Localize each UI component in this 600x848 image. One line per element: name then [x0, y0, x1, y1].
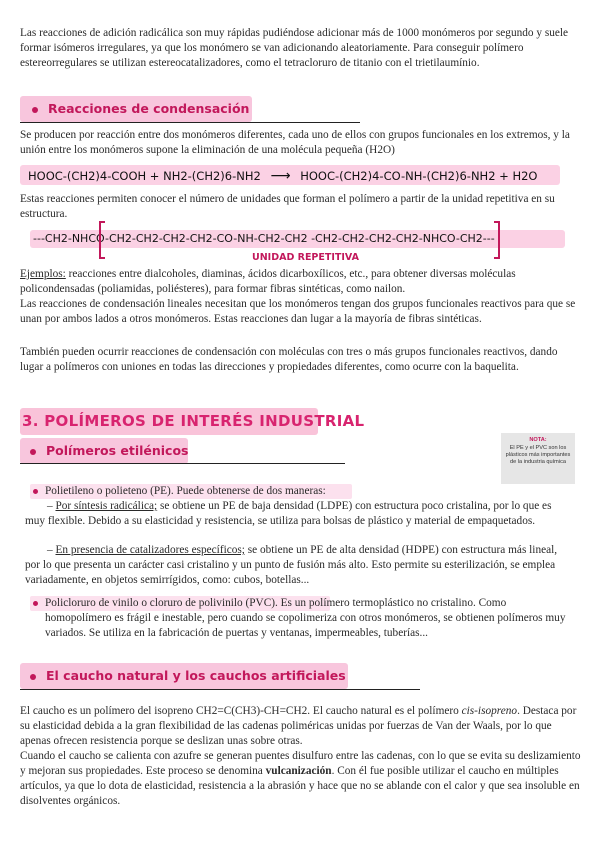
unit-label: UNIDAD REPETITIVA: [252, 252, 359, 263]
chain-start: ---CH2-NH: [33, 232, 89, 245]
condensacion-paragraph-4: También pueden ocurrir reacciones de condensación con moléculas con tres o más grupos funcionales reactivos, dando lugar a polímeros con uniones en todas las direcciones y propiedades diferentes, como ocurre con la baquelita.: [20, 346, 558, 373]
pe-bullet-icon: [33, 489, 38, 494]
pvc-bullet-icon: [33, 601, 38, 606]
caucho-underline: [20, 689, 420, 690]
pe-method-2: – En presencia de catalizadores específicos; se obtiene un PE de alta densidad (HDPE) con estructura más lineal, por lo que presenta un carácter casi cristalino y un punto de fusión más alto. Esto permite su esterilización, se emplea variadamente, en objetos semirrígidos, como: cubos, botellas...: [25, 544, 558, 586]
pe-method-1-text: se obtiene un PE de baja densidad (LDPE) con estructura poco cristalina, por lo que es muy flexible. Debido a su elasticidad y resistencia, se utiliza para bolsas de plástico y material de empaquetados.: [25, 500, 552, 527]
pe-intro: Polietileno o polieteno (PE). Puede obtenerse de dos maneras:: [45, 485, 326, 497]
pe-method-2-text: se obtiene un PE de alta densidad (HDPE) con estructura más lineal, por lo que presenta un carácter casi cristalino y un punto de fusión más alto. Esto permite su esterilización, se emplea variadamente, en objetos semirrígidos, como: cubos, botellas...: [25, 544, 558, 586]
cis-isopreno: cis-isopreno: [461, 705, 518, 717]
etilenicos-heading: Polímeros etilénicos: [30, 443, 189, 458]
bullet-icon: [32, 107, 38, 113]
etilenicos-underline: [20, 463, 345, 464]
reaction-equation: [28, 168, 537, 184]
equation-left: HOOC-(CH2)4-COOH + NH2-(CH2)6-NH2: [28, 169, 261, 183]
bullet-icon: [30, 674, 36, 680]
caucho-heading: El caucho natural y los cauchos artificiales: [30, 668, 346, 683]
note-box: [501, 433, 575, 484]
pvc-paragraph: Policloruro de vinilo o cloruro de polivinilo (PVC). Es un polímero termoplástico no cristalino. Como homopolímero es frágil e inestable, pero cuando se copolimeriza con otros monómeros, se obtienen polímeros muy variados. Se utiliza en la fabricación de puertas y ventanas, impermeables, tuberías...: [45, 597, 566, 639]
pe-method-1: – Por síntesis radicálica; se obtiene un PE de baja densidad (LDPE) con estructura poco cristalina, por lo que es muy flexible. Debido a su elasticidad y resistencia, se utiliza para bolsas de plástico y material de empaquetados.: [25, 500, 552, 527]
pe-method-2-label: En presencia de catalizadores específicos;: [55, 544, 245, 556]
condensacion-paragraph-3: Las reacciones de condensación lineales necesitan que los monómeros tengan dos grupos funcionales reactivos para que se unan por ambos lados a otros monómeros. Estas reacciones dan lugar a la mayoría de fibras sintéticas.: [20, 298, 576, 325]
intro-paragraph: Las reacciones de adición radicálica son muy rápidas pudiéndose adicionar más de 1000 monómeros por segundo y suele formar isómeros irregulares, ya que los monómero se van adicionando aleatoriamente. Para conseguir polímero estereorregulares se utilizan estereocatalizadores, como el tetracloruro de titanio con el trietilaumínio.: [20, 27, 569, 69]
bullet-icon: [30, 449, 36, 455]
caucho-paragraph-2: Cuando el caucho se calienta con azufre se generan puentes disulfuro entre las cadenas, con lo que se evita su deslizamiento y mejoran sus propiedades. Este proceso se denomina vulcanización. Con él fue posible utilizar el caucho en múltiples artículos, ya que lo dota de elasticidad, resistencia a la abrasión y hace que no se ablande con el calor y que sea insoluble en disolventes orgánicos.: [20, 750, 581, 807]
repeat-unit: CO-CH2-CH2-CH2-CH2-CO-NH-CH2-CH2 -CH2-CH2-CH2-CH2-NH: [88, 232, 440, 245]
equation-right: HOOC-(CH2)4-CO-NH-(CH2)6-NH2 + H2O: [300, 169, 538, 183]
condensacion-paragraph-2: Estas reacciones permiten conocer el número de unidades que forman el polímero a partir de la unidad repetitiva en su estructura.: [20, 193, 555, 220]
note-title: NOTA:: [529, 437, 547, 443]
section3-title: 3. POLÍMEROS DE INTERÉS INDUSTRIAL: [22, 412, 365, 430]
condensacion-underline: [20, 122, 360, 123]
vulcanizacion-term: vulcanización: [265, 764, 332, 777]
condensacion-paragraph-1: Se producen por reacción entre dos monómeros diferentes, cada uno de ellos con grupos funcionales en los extremos, y la unión entre los monómeros supone la eliminación de una molécula pequeña (H2O): [20, 129, 570, 156]
pe-method-1-label: Por síntesis radicálica;: [55, 500, 158, 512]
examples-text: reacciones entre dialcoholes, diaminas, ácidos dicarboxílicos, etc., para obtener diversas moléculas policondensadas (poliamidas, poliésteres), para formar fibras sintéticas, como nailon.: [20, 268, 516, 295]
condensacion-heading: Reacciones de condensación: [32, 101, 249, 116]
chain-end: CO-CH2---: [439, 232, 495, 245]
note-text: El PE y el PVC son los plásticos más importantes de la industria química: [505, 445, 571, 465]
left-bracket: [99, 221, 105, 259]
examples-label: Ejemplos:: [20, 268, 66, 280]
condensacion-examples: [20, 267, 582, 297]
arrow-icon: ⟶: [270, 168, 291, 184]
right-bracket: [494, 221, 500, 259]
caucho-paragraph-1: El caucho es un polímero del isopreno CH2=C(CH3)-CH=CH2. El caucho natural es el polímero cis-isopreno. Destaca por su elasticidad debida a la gran flexibilidad de las cadenas poliméricas unidas por fuerzas de Van der Waals, por lo que apenas ofrecen resistencia porque se deslizan unas sobre otras.: [20, 705, 577, 747]
